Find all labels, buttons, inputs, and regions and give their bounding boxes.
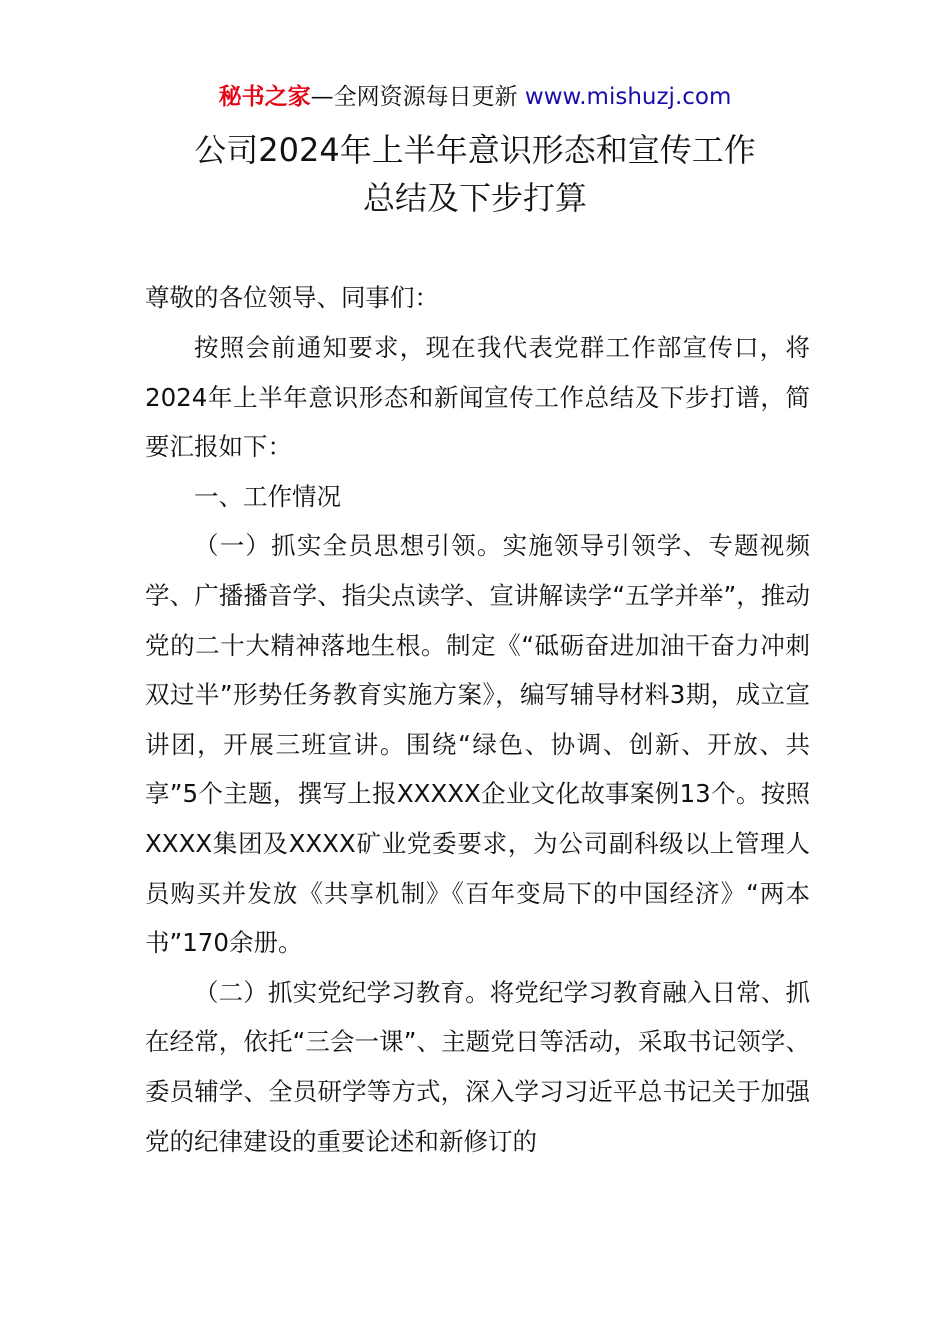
site-header — [0, 80, 950, 114]
greeting: 尊敬的各位领导、同事们： — [145, 283, 439, 312]
document-title-line-1: 公司2024年上半年意识形态和宣传工作 — [194, 131, 756, 169]
paragraph-item-1: （一）抓实全员思想引领。实施领导引领学、专题视频学、广播播音学、指尖点读学、宣讲解读学“五学并举”，推动党的二十大精神落地生根。制定《“砥砺奋进加油干奋力冲刺双过半”形势任务教育实施方案》，编写辅导材料3期，成立宣讲团，开展三班宣讲。围绕“绿色、协调、创新、开放、共享”5个主题，撰写上报XXXXX企业文化故事案例13个。按照XXXX集团及XXXX矿业党委要求，为公司副科级以上管理人员购买并发放《共享机制》《百年变局下的中国经济》“两本书”170余册。 — [145, 531, 810, 958]
greeting-block — [145, 273, 810, 323]
intro-paragraph: 按照会前通知要求，现在我代表党群工作部宣传口，将2024年上半年意识形态和新闻宣传工作总结及下步打谱，简要汇报如下： — [145, 333, 810, 462]
document-body — [145, 323, 810, 1166]
section-heading: 一、工作情况 — [194, 481, 341, 511]
paragraph-item-2: （二）抓实党纪学习教育。将党纪学习教育融入日常、抓在经常，依托“三会一课”、主题党日等活动，采取书记领学、委员辅学、全员研学等方式，深入学习习近平总书记关于加强党的纪律建设的重要论述和新修订的 — [145, 977, 810, 1156]
brand-name: 秘书之家 — [218, 84, 311, 110]
site-url-link[interactable]: www.mishuzj.com — [524, 84, 732, 110]
document-title-line-2: 总结及下步打算 — [362, 179, 587, 217]
header-tagline: —全网资源每日更新 — [310, 84, 518, 110]
